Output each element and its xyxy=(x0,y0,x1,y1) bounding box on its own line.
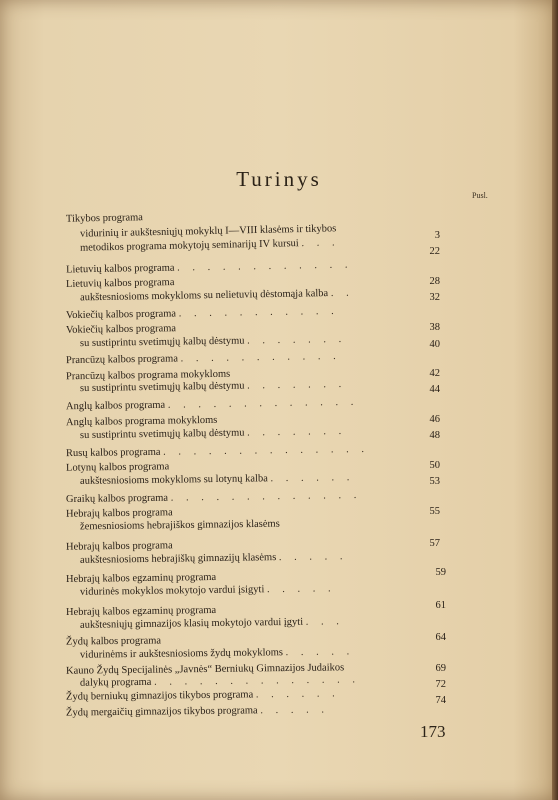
page-folio-number: 173 xyxy=(420,722,446,741)
page-title: Turinys xyxy=(236,167,322,191)
toc-entry-sub: aukštesniosioms hebrajiškų gimnazijų klasėms . . . . . xyxy=(79,551,348,566)
page-number: 28 xyxy=(429,276,440,287)
toc-entry-sub: vidurinės mokyklos mokytojo vardui įsigyti . . . . . xyxy=(79,583,336,598)
toc-entry-title: Lietuvių kalbos programa xyxy=(65,277,175,290)
page-number: 72 xyxy=(435,679,446,690)
toc-entry-title: Anglų kalbos programa mokykloms xyxy=(65,414,218,429)
page-number: 44 xyxy=(429,384,440,395)
toc-entry-title: Rusų kalbos programa . . . . . . . . . . . . . . xyxy=(65,443,370,460)
toc-entry-sub: metodikos programa mokytojų seminarijų IV kursui . . . xyxy=(79,237,340,254)
toc-entry-sub: aukštesniosioms mokykloms su lotynų kalba . . . . . . xyxy=(79,472,355,487)
toc-entry-title: Prancūzų kalbos programa . . . . . . . . . . . xyxy=(65,350,341,367)
toc-entry-title: Lietuvių kalbos programa . . . . . . . . . . . . xyxy=(65,259,353,276)
toc-entry-title: Žydų berniukų gimnazijos tikybos programa . . . . . . xyxy=(65,688,340,703)
toc-entry-title: Žydų kalbos programa xyxy=(65,635,162,648)
toc-entry-title: Hebrajų kalbos egzaminų programa xyxy=(65,571,217,586)
toc-entry-title: Lotynų kalbos programa xyxy=(65,461,170,474)
page-number: 38 xyxy=(429,322,440,333)
toc-entry-sub: dalykų programa . . . . . . . . . . . . . . xyxy=(79,674,360,689)
toc-entry-sub: vidurinių ir aukštesniųjų mokyklų I—VIII klasėms ir tikybos xyxy=(79,223,337,240)
toc-entry-sub: žemesniosioms hebrajiškos gimnazijos klasėms xyxy=(79,518,280,533)
toc-entry-title: Vokiečių kalbos programa . . . . . . . . . . . xyxy=(65,305,339,322)
toc-entry-title: Anglų kalbos programa . . . . . . . . . . . . . xyxy=(65,396,359,413)
toc-entry-title: Hebrajų kalbos programa xyxy=(65,507,173,520)
page-number: 50 xyxy=(429,460,440,471)
page-number: 48 xyxy=(429,430,440,441)
page-number: 69 xyxy=(435,663,446,674)
pages-column-label: Pusl. xyxy=(472,191,488,200)
toc-entry-sub: su sustiprintu svetimųjų kalbų dėstymu . . . . . . . xyxy=(79,425,347,442)
page-number: 53 xyxy=(429,476,440,487)
toc-entry-sub: aukštesniųjų gimnazijos klasių mokytojo vardui įgyti . . . xyxy=(79,616,344,631)
page-number: 42 xyxy=(429,368,440,379)
toc-entry-title: Graikų kalbos programa . . . . . . . . . . . . . xyxy=(65,489,362,506)
toc-entry-sub: su sustiprintu svetimųjų kalbų dėstymu . . . . . . . xyxy=(79,333,347,350)
page-number: 57 xyxy=(429,538,440,549)
toc-entry-sub: vidurinėms ir aukštesniosioms žydų mokykloms . . . . . xyxy=(79,646,355,661)
toc-entry-title: Prancūzų kalbos programa mokykloms xyxy=(65,368,231,383)
toc-entry-title: Hebrajų kalbos egzaminų programa xyxy=(65,604,217,619)
page-number: 59 xyxy=(435,567,446,578)
page-number: 22 xyxy=(429,246,440,257)
toc-entry-title: Hebrajų kalbos programa xyxy=(65,540,173,553)
page-number: 55 xyxy=(429,506,440,517)
toc-entry-title: Tikybos programa xyxy=(65,212,144,225)
page-number: 32 xyxy=(429,292,440,303)
toc-entry-title: Kauno Žydų Specijalinės „Javnės“ Berniukų Gimnazijos Judaikos xyxy=(65,662,345,677)
page-number: 61 xyxy=(435,600,446,611)
toc-entry-title: Vokiečių kalbos programa xyxy=(65,323,177,336)
page-number: 40 xyxy=(429,339,440,350)
page-number: 46 xyxy=(429,414,440,425)
page-number: 74 xyxy=(435,695,446,706)
toc-entry-sub: aukštesniosioms mokykloms su nelietuvių dėstomąja kalba . . xyxy=(79,287,354,304)
page-number: 3 xyxy=(434,230,440,241)
toc-entry-title: Žydų mergaičių gimnazijos tikybos programa . . . . . xyxy=(65,704,329,719)
toc-entry-sub: su sustiprintu svetimųjų kalbų dėstymu . . . . . . . xyxy=(79,378,347,395)
page-number: 64 xyxy=(435,632,446,643)
